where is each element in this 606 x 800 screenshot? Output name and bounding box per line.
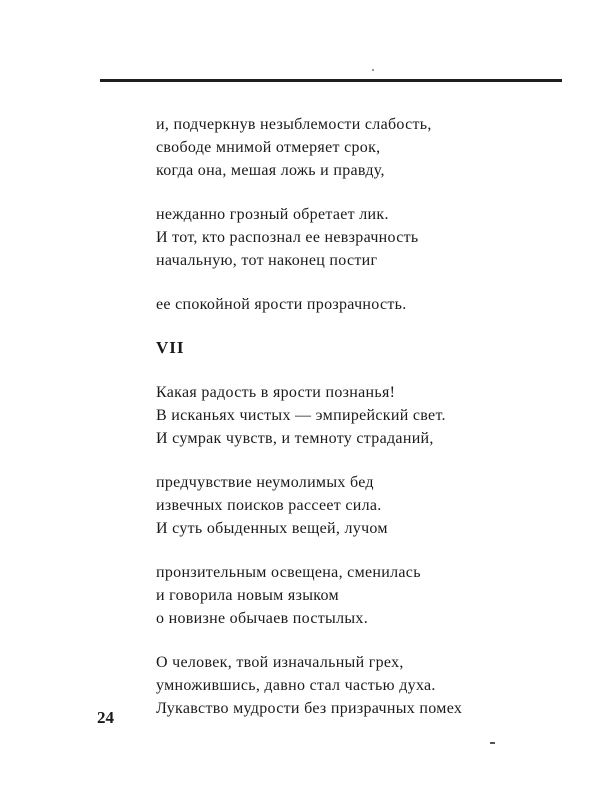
stanza	[156, 113, 576, 182]
verse-line: нежданно грозный обретает лик.	[156, 206, 389, 223]
verse-line: и, подчеркнув незыблемости слабость,	[156, 116, 432, 133]
stanza	[156, 561, 576, 630]
header-rule	[100, 79, 562, 82]
verse-line: И суть обыденных вещей, лучом	[156, 520, 388, 537]
verse-line: начальную, тот наконец постиг	[156, 252, 378, 269]
verse-line: свободе мнимой отмеряет срок,	[156, 139, 381, 156]
page-number: 24	[97, 708, 114, 727]
verse-line: Лукавство мудрости без призрачных помех	[156, 700, 463, 717]
stanza	[156, 381, 576, 450]
verse-line: В исканьях чистых — эмпирейский свет.	[156, 407, 446, 424]
stanza	[156, 471, 576, 540]
stanza	[156, 203, 576, 272]
verse-line: и говорила новым языком	[156, 587, 339, 604]
verse-line: ее спокойной ярости прозрачность.	[156, 296, 407, 313]
poem-text	[156, 113, 576, 741]
verse-line: когда она, мешая ложь и правду,	[156, 162, 385, 179]
section-numeral: VII	[156, 338, 185, 357]
verse-line: Какая радость в ярости познанья!	[156, 384, 396, 401]
verse-line: пронзительным освещена, сменилась	[156, 564, 421, 581]
verse-line: извечных поисков рассеет сила.	[156, 497, 382, 514]
verse-line: о новизне обычаев постылых.	[156, 610, 368, 627]
stanza	[156, 293, 576, 316]
print-speck	[490, 742, 495, 744]
print-speck	[372, 69, 374, 71]
stanza	[156, 651, 576, 720]
verse-line: И тот, кто распознал ее невзрачность	[156, 229, 419, 246]
verse-line: предчувствие неумолимых бед	[156, 474, 374, 491]
verse-line: умножившись, давно стал частью духа.	[156, 677, 436, 694]
verse-line: И сумрак чувств, и темноту страданий,	[156, 430, 434, 447]
verse-line: О человек, твой изначальный грех,	[156, 654, 404, 671]
